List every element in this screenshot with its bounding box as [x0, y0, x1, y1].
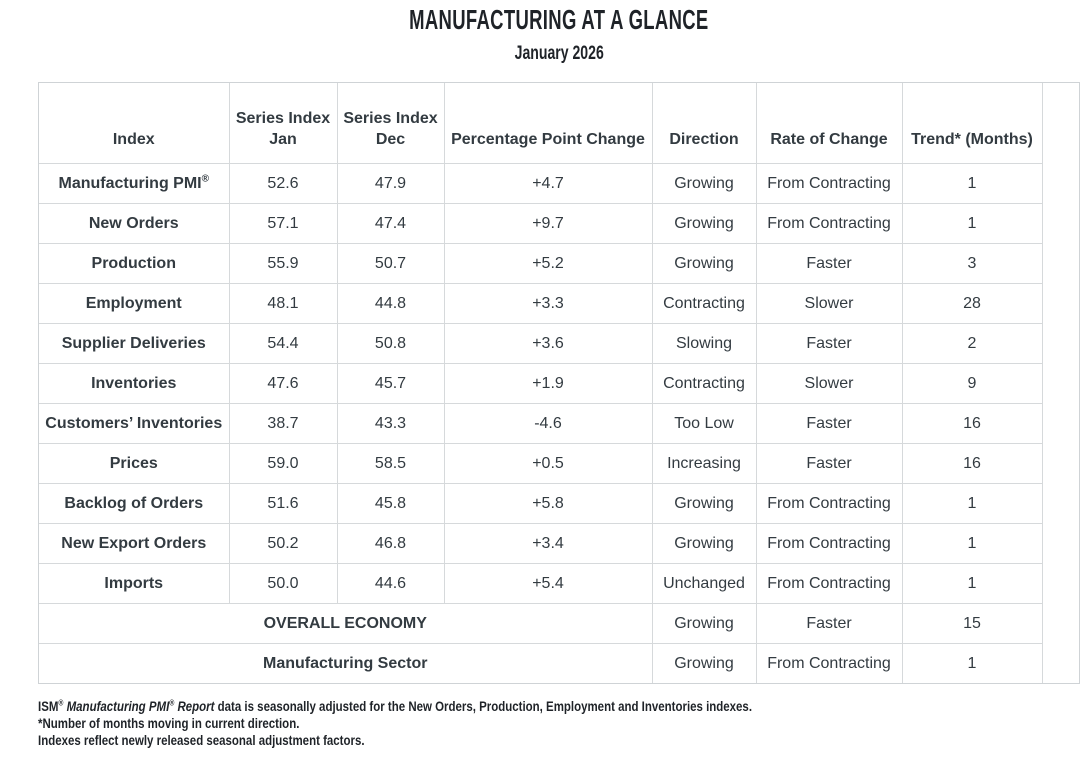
cell-direction: Growing	[652, 164, 756, 204]
cell-series-index-jan: 47.6	[229, 364, 337, 404]
cell-index-label: Inventories	[39, 364, 229, 404]
table-row-employment	[39, 284, 1042, 324]
table-row-new-export-orders	[39, 524, 1042, 564]
table-row-supplier-deliveries	[39, 324, 1042, 364]
cell-series-index-jan: 48.1	[229, 284, 337, 324]
cell-rate-of-change: Faster	[756, 444, 902, 484]
cell-percentage-point-change: +5.4	[444, 564, 652, 604]
cell-direction: Growing	[652, 524, 756, 564]
cell-rate-of-change: Faster	[756, 244, 902, 284]
footnote-seasonal-adjustment: ISM® Manufacturing PMI® Report data is seasonally adjusted for the New Orders, Production, Employment and Inventories indexes.	[38, 698, 753, 714]
cell-trend: 16	[902, 444, 1042, 484]
cell-trend: 28	[902, 284, 1042, 324]
cell-percentage-point-change: +5.2	[444, 244, 652, 284]
header-row	[39, 83, 1042, 164]
table-row-new-orders	[39, 204, 1042, 244]
cell-direction: Growing	[652, 244, 756, 284]
cell-percentage-point-change: +3.4	[444, 524, 652, 564]
col-header-series-index-dec: Series Index Dec	[337, 83, 444, 164]
cell-index-label: Supplier Deliveries	[39, 324, 229, 364]
cell-trend: 9	[902, 364, 1042, 404]
cell-series-index-jan: 54.4	[229, 324, 337, 364]
summary-label: OVERALL ECONOMY	[39, 604, 652, 644]
cell-rate-of-change: From Contracting	[756, 204, 902, 244]
cell-direction: Growing	[652, 604, 756, 644]
cell-series-index-jan: 38.7	[229, 404, 337, 444]
cell-series-index-dec: 44.6	[337, 564, 444, 604]
cell-index-label: Backlog of Orders	[39, 484, 229, 524]
table-row-prices	[39, 444, 1042, 484]
col-header-direction: Direction	[652, 83, 756, 164]
cell-series-index-dec: 45.8	[337, 484, 444, 524]
col-header-trend-months: Trend* (Months)	[902, 83, 1042, 164]
registered-trademark-symbol: ®	[58, 698, 64, 708]
manufacturing-at-a-glance-table	[39, 83, 1043, 683]
cell-rate-of-change: From Contracting	[756, 164, 902, 204]
cell-trend: 2	[902, 324, 1042, 364]
cell-index-label: Prices	[39, 444, 229, 484]
glance-table-container	[38, 82, 1080, 684]
cell-series-index-jan: 51.6	[229, 484, 337, 524]
cell-trend: 1	[902, 204, 1042, 244]
cell-trend: 16	[902, 404, 1042, 444]
cell-series-index-jan: 59.0	[229, 444, 337, 484]
cell-index-label: Imports	[39, 564, 229, 604]
col-header-index: Index	[39, 83, 229, 164]
cell-series-index-dec: 50.7	[337, 244, 444, 284]
col-header-percentage-point-change: Percentage Point Change	[444, 83, 652, 164]
cell-trend: 3	[902, 244, 1042, 284]
table-row-manufacturing-pmi	[39, 164, 1042, 204]
table-row-backlog-of-orders	[39, 484, 1042, 524]
cell-series-index-dec: 45.7	[337, 364, 444, 404]
page-subtitle: January 2026	[514, 43, 604, 64]
cell-percentage-point-change: +0.5	[444, 444, 652, 484]
cell-series-index-jan: 50.0	[229, 564, 337, 604]
summary-label: Manufacturing Sector	[39, 644, 652, 684]
cell-rate-of-change: From Contracting	[756, 644, 902, 684]
cell-index-label: New Orders	[39, 204, 229, 244]
cell-rate-of-change: Slower	[756, 284, 902, 324]
cell-percentage-point-change: +1.9	[444, 364, 652, 404]
cell-direction: Slowing	[652, 324, 756, 364]
cell-percentage-point-change: +3.6	[444, 324, 652, 364]
cell-percentage-point-change: +5.8	[444, 484, 652, 524]
cell-series-index-dec: 46.8	[337, 524, 444, 564]
cell-index-label: New Export Orders	[39, 524, 229, 564]
cell-percentage-point-change: +3.3	[444, 284, 652, 324]
page-header	[38, 5, 1080, 65]
cell-direction: Contracting	[652, 284, 756, 324]
cell-index-label: Customers’ Inventories	[39, 404, 229, 444]
cell-direction: Growing	[652, 644, 756, 684]
cell-direction: Growing	[652, 204, 756, 244]
cell-series-index-dec: 47.9	[337, 164, 444, 204]
page-title: MANUFACTURING AT A GLANCE	[409, 4, 709, 35]
cell-series-index-dec: 43.3	[337, 404, 444, 444]
table-row-imports	[39, 564, 1042, 604]
table-row-inventories	[39, 364, 1042, 404]
cell-index-label: Manufacturing PMI®	[39, 164, 229, 204]
cell-direction: Contracting	[652, 364, 756, 404]
cell-rate-of-change: Faster	[756, 604, 902, 644]
footnotes	[38, 698, 1081, 749]
cell-percentage-point-change: -4.6	[444, 404, 652, 444]
footnote-adjustment-factors: Indexes reflect newly released seasonal adjustment factors.	[38, 733, 365, 748]
table-row-production	[39, 244, 1042, 284]
cell-series-index-jan: 57.1	[229, 204, 337, 244]
cell-series-index-dec: 44.8	[337, 284, 444, 324]
cell-rate-of-change: Slower	[756, 364, 902, 404]
col-header-rate-of-change: Rate of Change	[756, 83, 902, 164]
cell-trend: 1	[902, 524, 1042, 564]
registered-trademark-symbol: ®	[169, 698, 175, 708]
cell-trend: 1	[902, 164, 1042, 204]
cell-rate-of-change: Faster	[756, 324, 902, 364]
cell-trend: 15	[902, 604, 1042, 644]
summary-row-manufacturing-sector	[39, 644, 1042, 684]
cell-rate-of-change: From Contracting	[756, 524, 902, 564]
cell-series-index-dec: 47.4	[337, 204, 444, 244]
cell-trend: 1	[902, 484, 1042, 524]
summary-row-overall-economy	[39, 604, 1042, 644]
cell-series-index-dec: 58.5	[337, 444, 444, 484]
cell-series-index-jan: 55.9	[229, 244, 337, 284]
col-header-series-index-jan: Series Index Jan	[229, 83, 337, 164]
cell-series-index-jan: 50.2	[229, 524, 337, 564]
cell-percentage-point-change: +9.7	[444, 204, 652, 244]
cell-rate-of-change: From Contracting	[756, 564, 902, 604]
cell-rate-of-change: Faster	[756, 404, 902, 444]
cell-trend: 1	[902, 644, 1042, 684]
cell-index-label: Employment	[39, 284, 229, 324]
cell-trend: 1	[902, 564, 1042, 604]
cell-percentage-point-change: +4.7	[444, 164, 652, 204]
cell-series-index-jan: 52.6	[229, 164, 337, 204]
cell-index-label: Production	[39, 244, 229, 284]
cell-direction: Too Low	[652, 404, 756, 444]
footnote-trend-definition: *Number of months moving in current direction.	[38, 716, 300, 731]
cell-direction: Increasing	[652, 444, 756, 484]
cell-direction: Growing	[652, 484, 756, 524]
cell-series-index-dec: 50.8	[337, 324, 444, 364]
cell-direction: Unchanged	[652, 564, 756, 604]
cell-rate-of-change: From Contracting	[756, 484, 902, 524]
table-row-customers-inventories	[39, 404, 1042, 444]
registered-trademark-symbol: ®	[201, 173, 209, 185]
